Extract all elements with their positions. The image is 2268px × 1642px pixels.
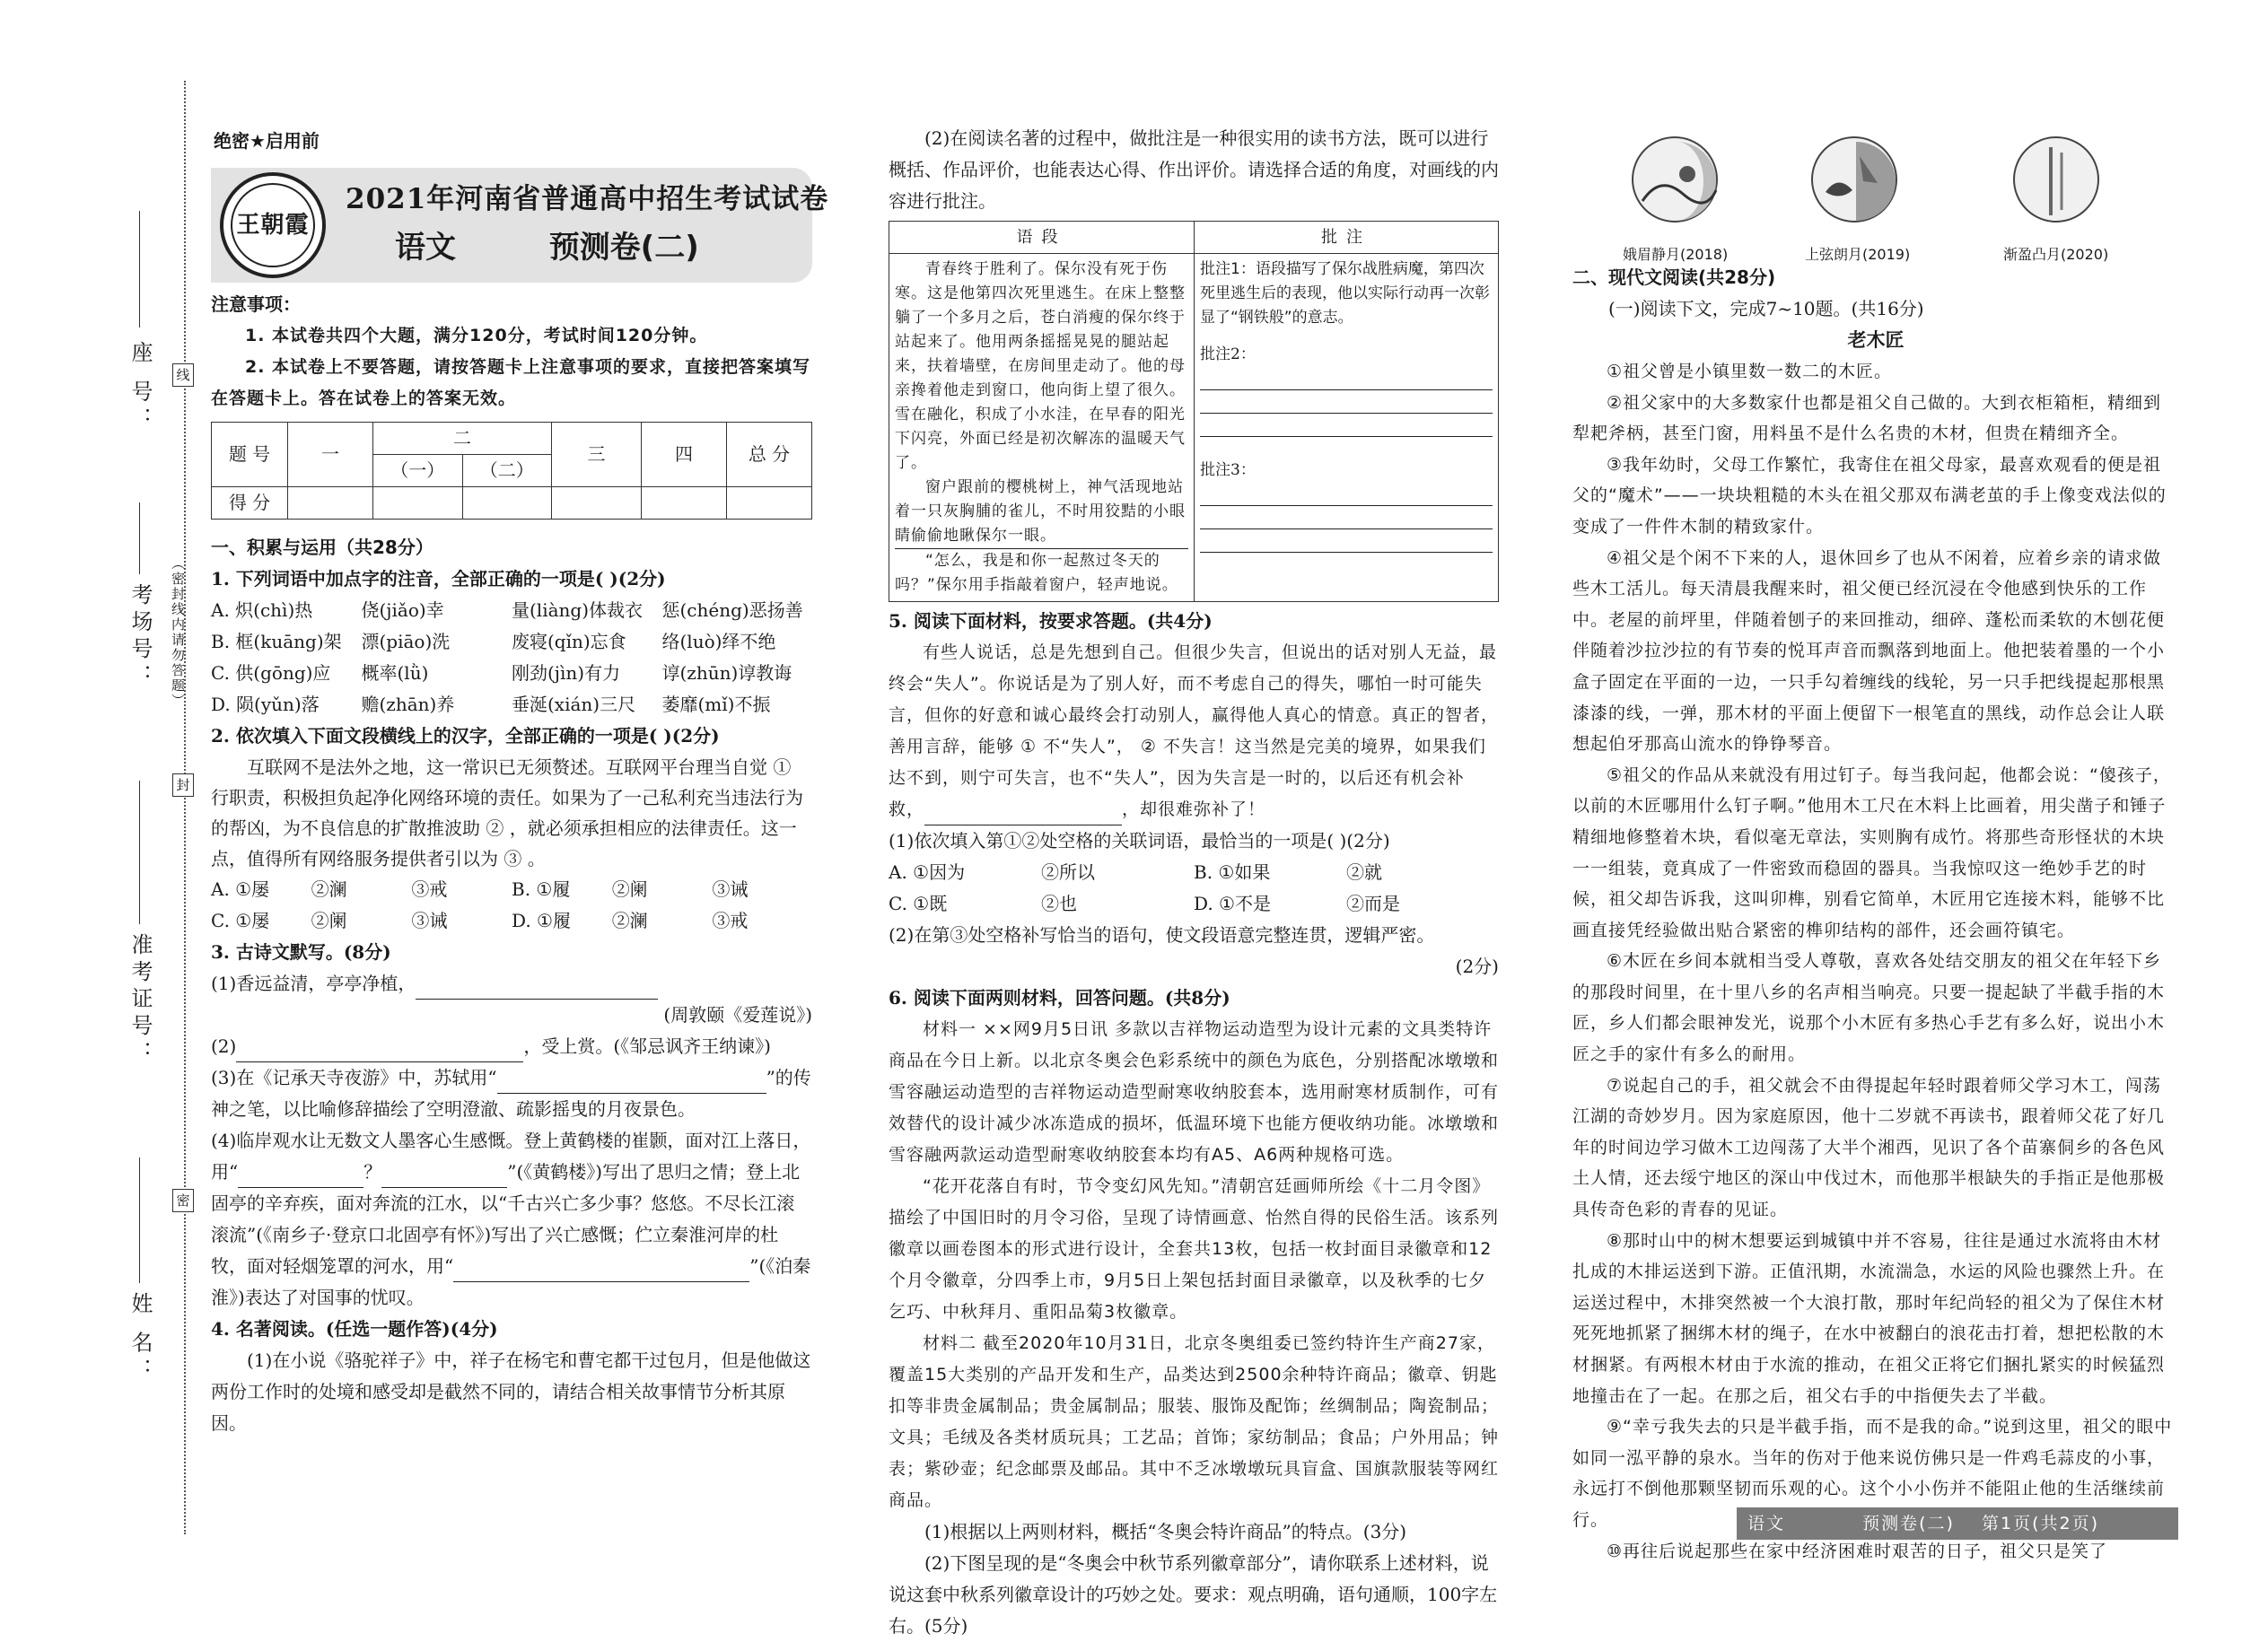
q6-2: (2)下图呈现的是“冬奥会中秋节系列徽章部分”，请你联系上述材料，说说这套中秋系列徽章设计的巧妙之处。要求：观点明确，语句通顺，100字左右。(5分)	[889, 1552, 1498, 1637]
q5-d2: ②而是	[1346, 893, 1400, 914]
q3-3-text: (3)在《记承天寺夜游》中，苏轼用“	[211, 1067, 497, 1088]
q3-4-blank-2[interactable]	[381, 1165, 507, 1188]
q3-4-text-c: ”(《泊秦淮》)表达了对国事的忧叹。	[211, 1255, 811, 1308]
moon-icon	[1813, 138, 1899, 224]
note-2: 2. 本试卷上不要答题，请按答题卡上注意事项的要求，直接把答案填写在答题卡上。答在试卷上的答案无效。	[211, 357, 811, 408]
ticket-label: 准考证号：	[127, 933, 153, 1068]
score-cell	[727, 487, 812, 520]
moon-icon	[2015, 138, 2101, 224]
q3-2-text: (2)	[211, 1035, 237, 1057]
q1-d4: 萎靡(mǐ)不振	[661, 694, 771, 715]
q3-4-blank-3[interactable]	[453, 1259, 749, 1282]
note-2-line[interactable]	[1200, 414, 1493, 437]
q1-row-b	[211, 626, 812, 658]
q3-4-blank-1[interactable]	[238, 1165, 363, 1188]
q3-1-source: (周敦颐《爱莲说》)	[663, 1004, 812, 1026]
note-2-line[interactable]	[1200, 367, 1493, 390]
badge-image-1	[1632, 136, 1718, 223]
q2-d2: ②澜	[611, 910, 648, 931]
footer-paper: 预测卷(二)	[1862, 1514, 1955, 1533]
q5-a1: A. ①因为	[889, 861, 966, 883]
q2-a3: ③戒	[411, 878, 448, 900]
q2-row-cd	[211, 905, 812, 937]
seal-box-2: 封	[172, 773, 194, 797]
seat-label: 座 号：	[127, 341, 153, 434]
q5-blank-3[interactable]	[924, 802, 1122, 825]
q3-2	[211, 1031, 812, 1062]
q2-b1: B. ①履	[512, 878, 571, 900]
q3-stem: 3. 古诗文默写。(8分)	[211, 941, 391, 963]
article-para-7: ⑦说起自己的手，祖父就会不由得提起年轻时跟着师父学习木工，闯荡江湖的奇妙岁月。因为家庭原因，他十二岁就不再读书，跟着师父花了好几年的时间边学习做木工边闯荡了大半个湘西，见识了各个苗寨侗乡的各色风土人情，还去绥宁地区的深山中伐过木，而他那半根缺失的手指正是他那极具传奇色彩的青春的见证。	[1572, 1075, 2166, 1220]
passage-para-3: “怎么，我是和你一起熬过冬天的吗？”保尔用手指敲着窗户，轻声地说。	[895, 552, 1178, 594]
article-para-6: ⑥木匠在乡间本就相当受人尊敬，喜欢各处结交朋友的祖父在年轻下乡的那段时间里，在十里八乡的名声相当响亮。只要一提起缺了半截手指的木匠，乡人们都会眼神发光，说那个小木匠有多热心手艺有多么好，说出小木匠之手的家什有多么的耐用。	[1572, 951, 2166, 1065]
q1-b1: B. 框(kuāng)架	[211, 631, 342, 652]
note-3-line[interactable]	[1200, 483, 1493, 506]
article-para-9: ⑨“幸亏我失去的只是半截手指，而不是我的命。”说到这里，祖父的眼中如同一泓平静的泉水。当年的伤对于他来说仿佛只是一件鸡毛蒜皮的小事，永远打不倒他那颗坚韧而乐观的心。这个小小伤并不能阻止他的生活继续前行。	[1572, 1417, 2173, 1530]
note-3-line[interactable]	[1200, 506, 1493, 529]
q5-1: (1)依次填入第①②处空格的关联词语，最恰当的一项是( )(2分)	[889, 830, 1390, 852]
article-para-1: ①祖父曾是小镇里数一数二的木匠。	[1607, 362, 1893, 381]
q2-d3: ③戒	[712, 910, 749, 931]
annotation-notes	[1195, 254, 1499, 602]
moon-icon	[1633, 138, 1720, 224]
exam-title: 2021年河南省普通高中招生考试试卷	[346, 183, 829, 215]
q1-a4: 惩(chéng)恶扬善	[661, 599, 803, 621]
q5-d1: D. ①不是	[1194, 893, 1271, 914]
section-1-title: 一、积累与运用（共28分）	[211, 537, 433, 558]
q1-d3: 垂涎(xián)三尺	[512, 694, 636, 715]
q1-d2: 赡(zhān)养	[361, 694, 455, 715]
column-2	[889, 123, 1499, 1642]
q1-a2: 侥(jiǎo)幸	[361, 599, 444, 621]
q3-1-text: (1)香远益清，亭亭净植，	[211, 973, 416, 994]
binding-strip	[0, 0, 193, 1605]
q5-a2: ②所以	[1041, 861, 1095, 883]
material-2: 材料二 截至2020年10月31日，北京冬奥组委已签约特许生产商27家，覆盖15大类别的产品开发和生产，品类达到2500余种特许商品；徽章、钥匙扣等非贵金属制品；贵金属制品；服装、服饰及配饰；丝绸制品；陶瓷制品；文具；毛绒及各类材质玩具；工艺品；首饰；家纺制品；食品；户外用品；钟表；紫砂壶；纪念邮票及邮品。其中不乏冰墩墩玩具盲盒、国旗款服装等网红商品。	[889, 1333, 1500, 1510]
q3-3	[211, 1062, 812, 1125]
score-cell	[462, 487, 552, 520]
q5-passage-end: ，却很难弥补了！	[1122, 799, 1266, 819]
q3-4-text-b: ”(《黄鹤楼》)写出了思归之情；登上北固亭的辛弃疾，面对奔流的江水，以“千古兴亡多少事？悠悠。不尽长江滚滚流”(《南乡子·登京口北固亭有怀》)写出了兴亡感慨；伫立秦淮河岸的杜牧，面对轻烟笼罩的河水，用“	[211, 1161, 801, 1277]
seal-box-1: 线	[172, 363, 194, 387]
q4-2: (2)在阅读名著的过程中，做批注是一种很实用的读书方法，既可以进行概括、作品评价，也能表达心得、作出评价。请选择合适的角度，对画线的内容进行批注。	[889, 127, 1499, 212]
q5-passage	[889, 637, 1499, 825]
q5-b2: ②就	[1346, 861, 1382, 883]
column-1	[211, 289, 812, 1439]
q1-c2: 概率(lǜ)	[361, 662, 429, 684]
secret-mark: 绝密★启用前	[214, 130, 320, 152]
section-2-title: 二、现代文阅读(共28分)	[1572, 266, 1776, 288]
material-1: 材料一 ××网9月5日讯 多款以吉祥物运动造型为设计元素的文具类特许商品在今日上新。以北京冬奥会色彩系统中的颜色为底色，分别搭配冰墩墩和雪容融运动造型的吉祥物运动造型耐寒收纳胶套本，选用耐寒材质制作，可有效替代的设计减少冰冻造成的损坏，低温环境下也能方便收纳功能。冰墩墩和雪容融两款运动造型耐寒收纳胶套本均有A5、A6两种规格可选。	[889, 1019, 1500, 1165]
article-para-10: ⑩再往后说起那些在家中经济困难时艰苦的日子，祖父只是笑了	[1607, 1541, 2108, 1561]
score-head-2a: （一）	[373, 455, 463, 487]
publisher-logo	[220, 172, 326, 278]
score-head-label: 题 号	[212, 423, 288, 487]
subject-name: 语文	[395, 230, 456, 266]
score-table	[211, 422, 812, 520]
q1-row-d	[211, 689, 812, 721]
note-2-label: 批注2：	[1200, 345, 1256, 363]
score-cell	[642, 487, 727, 520]
q1-row-c	[211, 658, 812, 689]
q1-c1: C. 供(gōng)应	[211, 662, 331, 684]
score-cell	[373, 487, 463, 520]
note-3-line[interactable]	[1200, 529, 1493, 553]
name-line	[139, 1157, 140, 1283]
article-para-3: ③我年幼时，父母工作繁忙，我寄住在祖父母家，最喜欢观看的便是祖父的“魔术”——一块块粗糙的木头在祖父那双布满老茧的手上像变戏法似的变成了一件件木制的精致家什。	[1572, 454, 2167, 537]
notes-title: 注意事项：	[211, 293, 301, 315]
paper-name: 预测卷(二)	[548, 230, 699, 266]
note-2-line[interactable]	[1200, 390, 1493, 414]
annotation-th-note: 批注	[1195, 222, 1499, 254]
passage-para-1: 青春终于胜利了。保尔没有死于伤寒。这是他第四次死里逃生。在床上整整躺了一个多月之后，苍白消瘦的保尔终于站起来了。他用两条摇摇晃晃的腿站起来，扶着墙壁，在房间里走动了。他的母亲搀着他走到窗口，他向街上望了很久。雪在融化，积成了小水洼，在早春的阳光下闪亮，外面已经是初次解冻的温暖天气了。	[895, 260, 1186, 472]
q5-2-score: (2分)	[1455, 956, 1499, 977]
q3-1	[211, 968, 812, 1000]
article-para-2: ②祖父家中的大多数家什也都是祖父自己做的。大到衣柜箱柜，精细到犁耙斧柄，甚至门窗，用料虽不是什么名贵的木材，但贵在精细齐全。	[1572, 392, 2162, 444]
note-1: 1. 本试卷共四个大题，满分120分，考试时间120分钟。	[245, 326, 708, 345]
annotation-passage	[889, 254, 1195, 602]
q1-b3: 废寝(qǐn)忘食	[512, 631, 626, 652]
q2-stem: 2. 依次填入下面文段横线上的汉字，全部正确的一项是( )(2分)	[211, 725, 720, 747]
q4-stem: 4. 名著阅读。(任选一题作答)(4分)	[211, 1318, 498, 1340]
seal-warning: （密封线内请勿答题）	[170, 556, 186, 709]
q2-b3: ③诫	[712, 878, 749, 900]
q6-1: (1)根据以上两则材料，概括“冬奥会特许商品”的特点。(3分)	[924, 1521, 1407, 1542]
page-footer	[1737, 1507, 2178, 1540]
score-cell	[288, 487, 373, 520]
q5-stem: 5. 阅读下面材料，按要求答题。(共4分)	[889, 610, 1213, 632]
badge-caption-2: 上弦朗月(2019)	[1805, 246, 1911, 263]
note-1-text: 批注1：语段描写了保尔战胜病魔，第四次死里逃生后的表现，他以实际行动再一次彰显了“钢铁般”的意志。	[1200, 260, 1490, 327]
article-para-8: ⑧那时山中的树木想要运到城镇中并不容易，往往是通过水流将由木材扎成的木排运送到下游。正值汛期，水流湍急，水运的风险也骤然上升。在运送过程中，木排突然被一个大浪打散，那时年纪尚轻的祖父为了保住木材死死地抓紧了捆绑木材的绳子，在水中被翻白的浪花击打着，想把松散的木材捆紧。有两根木材由于水流的推动，在祖父正将它们捆扎紧实的时候猛烈地撞击在了一起。在那之后，祖父右手的中指便失去了半截。	[1572, 1230, 2166, 1406]
exam-room-label: 考场号：	[127, 583, 153, 691]
q5-b1: B. ①如果	[1194, 861, 1271, 883]
q1-b4: 络(luò)绎不绝	[661, 631, 776, 652]
q3-3-text-b: ”的传神之笔，以比喻修辞描绘了空明澄澈、疏影摇曳的月夜景色。	[211, 1067, 811, 1120]
q1-c4: 谆(zhūn)谆教诲	[661, 662, 792, 684]
score-head-2: 二	[373, 423, 552, 455]
score-head-total: 总 分	[727, 423, 812, 487]
q1-stem: 1. 下列词语中加点字的注音，全部正确的一项是( )(2分)	[211, 568, 666, 590]
annotation-table	[889, 221, 1499, 602]
perforation-line	[184, 81, 186, 1534]
logo-text: 王朝霞	[231, 183, 315, 267]
q4-1: (1)在小说《骆驼祥子》中，祥子在杨宅和曹宅都干过包月，但是他做这两份工作时的处境和感受却是截然不同的，请结合相关故事情节分析其原因。	[211, 1349, 811, 1434]
q1-c3: 刚劲(jìn)有力	[512, 662, 621, 684]
badge-image-2	[1811, 136, 1897, 223]
article-para-4: ④祖父是个闲不下来的人，退休回乡了也从不闲着，应着乡亲的请求做些木工活儿。每天清晨我醒来时，祖父便已经沉浸在令他感到快乐的工作中。老屋的前坪里，伴随着刨子的来回推动，细碎、蓬松而柔软的木刨花便伴随着沙拉沙拉的有节奏的悦耳声音而飘落到地面上。他把装着墨的一个小盒子固定在平面的一边，一只手勾着缠线的线轮，另一只手把线提起那根黑漆漆的线，一弹，那木材的平面上便留下一根笔直的黑线，动作总会让人联想起伯牙那高山流水的铮铮琴音。	[1572, 547, 2166, 755]
q1-a1: A. 炽(chì)热	[211, 599, 313, 621]
score-head-3: 三	[552, 423, 642, 487]
q3-4	[211, 1125, 812, 1314]
reading-1-title: (一)阅读下文，完成7~10题。(共16分)	[1608, 298, 1924, 319]
score-head-1: 一	[288, 423, 373, 487]
q5-passage-text: 有些人说话，总是先想到自己。但很少失言，但说出的话对别人无益，最终会“失人”。你说话是为了别人好，而不考虑自己的得失，哪怕一时可能失言，但你的好意和诚心最终会打动别人，赢得他人真心的情意。真正的智者，善用言辞，能够 ① 不“失人”， ② 不失言！这当然是完美的境界，如果我们达不到，则宁可失言，也不“失人”，因为失言是一时的，以后还有机会补救，	[889, 642, 1500, 819]
badge-image-3	[2013, 136, 2099, 223]
q3-2-source: ，受上赏。(《邹忌讽齐王纳谏》)	[523, 1035, 771, 1057]
q2-a1: A. ①屡	[211, 878, 270, 900]
annotation-th-passage: 语段	[889, 222, 1195, 254]
score-row-label: 得 分	[212, 487, 288, 520]
passage-para-2: 窗户跟前的樱桃树上，神气活现地站着一只灰胸脯的雀儿，不时用狡黠的小眼睛偷偷地瞅保尔一眼。	[895, 476, 1188, 549]
q1-b2: 漂(piāo)洗	[361, 631, 451, 652]
q5-row-ab	[889, 857, 1499, 888]
column-3	[1572, 262, 2179, 1567]
q2-row-ab	[211, 874, 812, 905]
article-title: 老木匠	[1847, 329, 1905, 351]
material-1b: “花开花落自有时，节令变幻风先知。”清朝宫廷画师所绘《十二月令图》描绘了中国旧时的月令习俗，呈现了诗情画意、怡然自得的民俗生活。该系列徽章以画卷图本的形式进行设计，全套共13枚，包括一枚封面目录徽章和12个月令徽章，分四季上市，9月5日上架包括封面目录徽章，以及秋季的七夕乞巧、中秋拜月、重阳品菊3枚徽章。	[889, 1176, 1500, 1322]
badge-caption-1: 娥眉静月(2018)	[1623, 246, 1729, 263]
q2-c3: ③诫	[411, 910, 448, 931]
score-head-2b: （二）	[462, 455, 552, 487]
exam-room-line	[139, 502, 140, 574]
q1-a3: 量(liàng)体裁衣	[512, 599, 644, 621]
footer-page: 第1页(共2页)	[1982, 1514, 2100, 1533]
q2-c1: C. ①屡	[211, 910, 270, 931]
q1-d1: D. 陨(yǔn)落	[211, 694, 320, 715]
seal-box-3: 密	[172, 1189, 194, 1212]
q3-3-blank[interactable]	[497, 1070, 766, 1094]
q3-4-q: ？	[363, 1161, 382, 1183]
q1-row-a	[211, 595, 812, 626]
note-3-label: 批注3：	[1200, 461, 1256, 479]
q2-c2: ②阑	[311, 910, 347, 931]
article-body	[1572, 356, 2179, 1567]
q3-1-blank[interactable]	[416, 976, 658, 1000]
q2-d1: D. ①履	[512, 910, 571, 931]
subject-line	[395, 226, 699, 269]
q5-row-cd	[889, 888, 1499, 920]
badge-caption-3: 渐盈凸月(2020)	[2003, 246, 2109, 263]
q3-4-text: (4)临岸观水让无数文人墨客心生感慨。登上黄鹤楼的崔颢，面对江上落日，用“	[211, 1130, 811, 1183]
seat-line	[139, 211, 140, 328]
q3-2-blank[interactable]	[236, 1039, 523, 1062]
q5-c2: ②也	[1041, 893, 1077, 914]
q5-c1: C. ①既	[889, 893, 948, 914]
q6-stem: 6. 阅读下面两则材料，回答问题。(共8分)	[889, 987, 1230, 1009]
footer-subject: 语文	[1747, 1514, 1786, 1533]
q5-2: (2)在第③处空格补写恰当的语句，使文段语意完整连贯，逻辑严密。	[889, 924, 1435, 946]
ticket-line	[139, 781, 140, 924]
q2-passage: 互联网不是法外之地，这一常识已无须赘述。互联网平台理当自觉 ① 行职责，积极担负起净化网络环境的责任。如果为了一己私利充当违法行为的帮凶，为不良信息的扩散推波助 ② ，就必须承担相应的法律责任。这一点，值得所有网络服务提供者引以为 ③ 。	[211, 756, 803, 869]
article-para-5: ⑤祖父的作品从来就没有用过钉子。每当我问起，他都会说：“傻孩子，以前的木匠哪用什么钉子啊。”他用木工尺在木料上比画着，用尖凿子和锤子精细地修整着木块，看似毫无章法，实则胸有成竹。将那些奇形怪状的木块一一组装，竟真成了一件密致而稳固的器具。当我惊叹这一绝妙手艺的时候，祖父却告诉我，这叫卯榫，别看它简单，木匠用它连接木料，能够不比画直接凭经验做出贴合紧密的榫卯结构的部件，还会画符镇宅。	[1572, 764, 2171, 940]
q2-b2: ②阑	[611, 878, 648, 900]
score-head-4: 四	[642, 423, 727, 487]
name-label: 姓 名：	[127, 1292, 153, 1385]
score-cell	[552, 487, 642, 520]
q2-a2: ②澜	[311, 878, 347, 900]
